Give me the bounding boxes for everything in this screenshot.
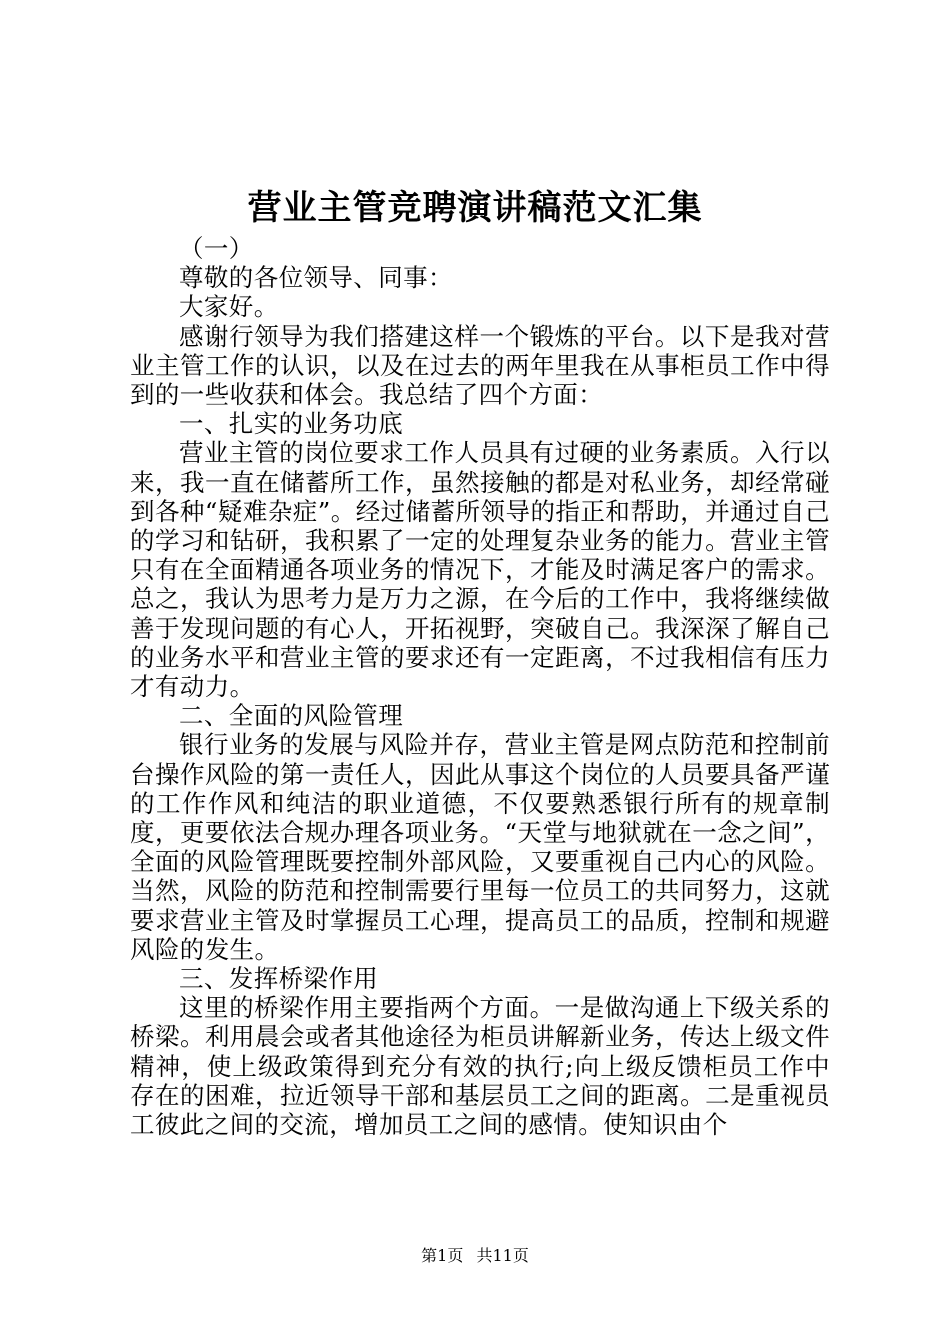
paragraph-section-one: （一）	[179, 234, 254, 263]
document-title: 营业主管竞聘演讲稿范文汇集	[247, 188, 703, 228]
paragraph-greeting: 大家好。	[179, 292, 279, 322]
page-number: 第1页	[421, 1246, 464, 1265]
paragraph-risk-management: 银行业务的发展与风险并存，营业主管是网点防范和控制前台操作风险的第一责任人，因此从事这个岗位的人员要具备严谨的工作作风和纯洁的职业道德，不仅要熟悉银行所有的规章制度，更要依法合规办理各项业务。“天堂与地狱就在一念之间”，全面的风险管理既要控制外部风险，又要重视自己内心的风险。当然，风险的防范和控制需要行里每一位员工的共同努力，这就要求营业主管及时掌握员工心理，提高员工的品质，控制和规避风险的发生。	[130, 730, 830, 964]
paragraph-intro: 感谢行领导为我们搭建这样一个锻炼的平台。以下是我对营业主管工作的认识，以及在过去的两年里我在从事柜员工作中得到的一些收获和体会。我总结了四个方面：	[130, 321, 830, 410]
page-total: 共11页	[476, 1246, 529, 1265]
heading-bridge-role: 三、发挥桥梁作用	[179, 964, 379, 994]
paragraph-bridge-role: 这里的桥梁作用主要指两个方面。一是做沟通上下级关系的桥梁。利用晨会或者其他途径为柜员讲解新业务，传达上级文件精神，使上级政策得到充分有效的执行;向上级反馈柜员工作中存在的困难，拉近领导干部和基层员工之间的距离。二是重视员工彼此之间的交流，增加员工之间的感情。使知识由个	[130, 993, 830, 1140]
page-footer	[0, 1246, 950, 1266]
paragraph-salutation: 尊敬的各位领导、同事：	[179, 263, 453, 293]
heading-risk-management: 二、全面的风险管理	[179, 701, 404, 731]
heading-business-foundation: 一、扎实的业务功底	[179, 409, 404, 439]
document-body	[130, 234, 830, 1139]
paragraph-business-foundation: 营业主管的岗位要求工作人员具有过硬的业务素质。入行以来，我一直在储蓄所工作，虽然接触的都是对私业务，却经常碰到各种“疑难杂症”。经过储蓄所领导的指正和帮助，并通过自己的学习和钻研，我积累了一定的处理复杂业务的能力。营业主管只有在全面精通各项业务的情况下，才能及时满足客户的需求。总之，我认为思考力是万力之源，在今后的工作中，我将继续做善于发现问题的有心人，开拓视野，突破自己。我深深了解自己的业务水平和营业主管的要求还有一定距离，不过我相信有压力才有动力。	[130, 438, 830, 702]
